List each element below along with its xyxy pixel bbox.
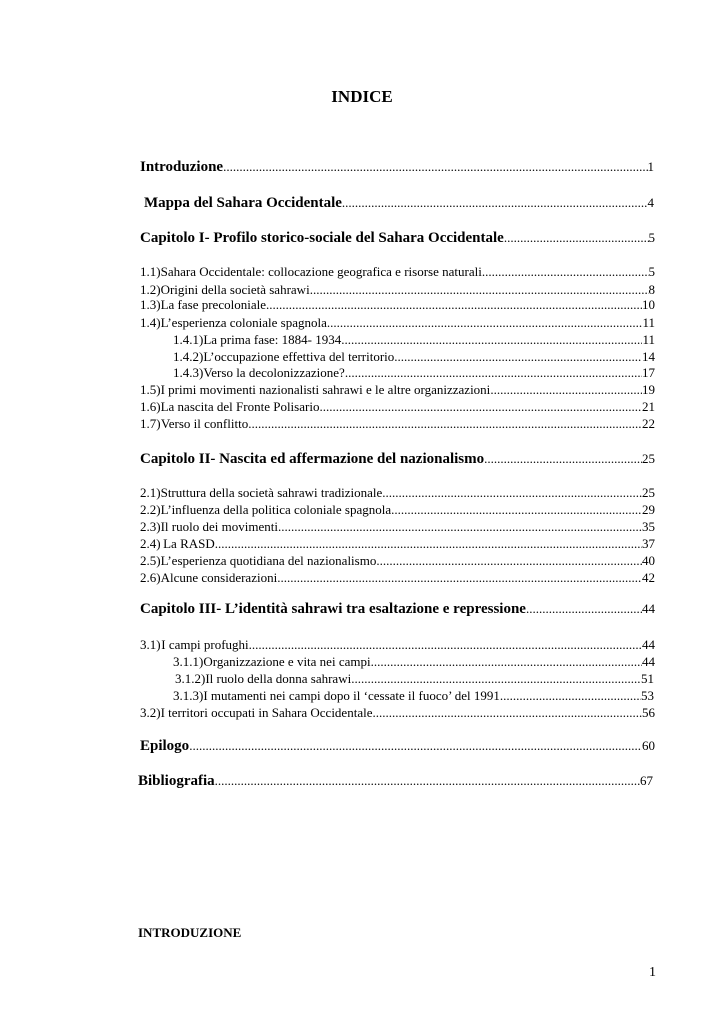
- toc-entry-number: 2.5): [140, 553, 161, 568]
- toc-entry-number: 2.6): [140, 570, 161, 585]
- toc-entry-text: Il ruolo dei movimenti: [160, 519, 278, 534]
- toc-leader-dots: [482, 264, 649, 280]
- toc-leader-dots: [248, 416, 642, 432]
- toc-entry-number: 1.5): [140, 382, 161, 397]
- toc-entry-number: 2.2): [140, 502, 161, 517]
- toc-entry-1-4-2[interactable]: [173, 349, 655, 365]
- toc-entry-page: 56: [642, 705, 655, 720]
- toc-entry-page: 11: [642, 315, 655, 330]
- toc-leader-dots: [266, 297, 642, 313]
- toc-entry-capitolo-3[interactable]: [140, 601, 655, 618]
- toc-entry-page: 5: [648, 230, 655, 245]
- toc-leader-dots: [342, 195, 648, 211]
- toc-entry-text: Organizzazione e vita nei campi: [203, 654, 371, 669]
- toc-leader-dots: [319, 399, 642, 415]
- toc-entry-page: 4: [647, 195, 654, 210]
- toc-entry-text: La prima fase: 1884- 1934: [203, 332, 342, 347]
- toc-entry-1-2[interactable]: [140, 282, 655, 298]
- toc-entry-2-6[interactable]: [140, 570, 655, 586]
- toc-entry-number: 1.6): [140, 399, 161, 414]
- toc-entry-1-5[interactable]: [140, 382, 655, 398]
- toc-leader-dots: [371, 654, 642, 670]
- toc-entry-text: Capitolo I- Profilo storico-sociale del Sahara Occidentale: [140, 230, 504, 246]
- toc-entry-text: La RASD: [163, 536, 215, 551]
- toc-entry-1-3[interactable]: [140, 297, 655, 313]
- toc-entry-text: I campi profughi: [161, 637, 249, 652]
- toc-entry-text: Origini della società sahrawi: [160, 282, 310, 297]
- toc-entry-text: La nascita del Fronte Polisario: [160, 399, 320, 414]
- toc-entry-text: L’esperienza coloniale spagnola: [160, 315, 327, 330]
- toc-entry-text: Epilogo: [140, 738, 190, 754]
- toc-entry-number: 3.2): [140, 705, 161, 720]
- toc-leader-dots: [215, 773, 640, 789]
- toc-entry-3-1[interactable]: [140, 637, 655, 653]
- toc-entry-page: 44: [642, 654, 655, 669]
- toc-entry-page: 40: [642, 553, 655, 568]
- toc-entry-1-4[interactable]: [140, 315, 655, 331]
- toc-entry-page: 17: [642, 365, 655, 380]
- toc-entry-number: 1.4): [140, 315, 161, 330]
- toc-entry-page: 8: [648, 282, 655, 297]
- toc-entry-2-5[interactable]: [140, 553, 655, 569]
- toc-entry-number: 1.4.1): [173, 332, 204, 347]
- toc-entry-number: 3.1): [140, 637, 161, 652]
- toc-entry-page: 67: [640, 773, 653, 788]
- toc-entry-text: L’occupazione effettiva del territorio: [203, 349, 395, 364]
- toc-entry-number: 2.1): [140, 485, 161, 500]
- toc-entry-2-1[interactable]: [140, 485, 655, 501]
- toc-entry-text: Verso il conflitto: [160, 416, 249, 431]
- toc-entry-capitolo-1[interactable]: [140, 230, 655, 247]
- toc-entry-3-1-2[interactable]: [175, 671, 654, 687]
- toc-entry-page: 22: [642, 416, 655, 431]
- toc-leader-dots: [372, 705, 642, 721]
- toc-entry-text: La fase precoloniale: [160, 297, 266, 312]
- toc-leader-dots: [215, 536, 642, 552]
- toc-leader-dots: [504, 230, 649, 246]
- toc-leader-dots: [345, 365, 642, 381]
- toc-leader-dots: [490, 382, 642, 398]
- toc-leader-dots: [376, 553, 642, 569]
- toc-entry-3-1-3[interactable]: [173, 688, 654, 704]
- toc-entry-page: 53: [641, 688, 654, 703]
- toc-entry-page: 60: [642, 738, 655, 753]
- toc-entry-text: Capitolo III- L’identità sahrawi tra esaltazione e repressione: [140, 601, 526, 617]
- toc-entry-text: L’influenza della politica coloniale spagnola: [160, 502, 392, 517]
- toc-entry-mappa[interactable]: [144, 195, 654, 212]
- toc-leader-dots: [382, 485, 642, 501]
- toc-leader-dots: [327, 315, 643, 331]
- toc-entry-text: Mappa del Sahara Occidentale: [144, 195, 342, 211]
- toc-entry-text: Bibliografia: [138, 773, 215, 789]
- page-title: INDICE: [331, 87, 393, 106]
- toc-leader-dots: [189, 738, 642, 754]
- toc-leader-dots: [249, 637, 642, 653]
- toc-entry-1-6[interactable]: [140, 399, 655, 415]
- page-number: 1: [649, 965, 656, 980]
- toc-entry-page: 19: [642, 382, 655, 397]
- toc-entry-page: 10: [642, 297, 655, 312]
- toc-entry-page: 29: [642, 502, 655, 517]
- toc-entry-1-7[interactable]: [140, 416, 655, 432]
- toc-entry-page: 35: [642, 519, 655, 534]
- toc-entry-page: 1: [647, 159, 654, 174]
- toc-entry-number: 3.1.3): [173, 688, 204, 703]
- toc-entry-page: 44: [642, 637, 655, 652]
- toc-entry-1-1[interactable]: [140, 264, 655, 280]
- toc-leader-dots: [391, 502, 642, 518]
- toc-entry-number: 1.3): [140, 297, 161, 312]
- toc-entry-page: 11: [642, 332, 655, 347]
- toc-entry-number: 2.3): [140, 519, 161, 534]
- toc-entry-page: 37: [642, 536, 655, 551]
- toc-entry-page: 25: [642, 451, 655, 466]
- toc-leader-dots: [484, 451, 642, 467]
- toc-leader-dots: [526, 601, 642, 617]
- toc-entry-2-2[interactable]: [140, 502, 655, 518]
- toc-entry-page: 25: [642, 485, 655, 500]
- toc-entry-1-4-1[interactable]: [173, 332, 655, 348]
- toc-entry-text: Struttura della società sahrawi tradizionale: [160, 485, 383, 500]
- toc-entry-epilogo[interactable]: [140, 738, 655, 755]
- toc-entry-page: 21: [642, 399, 655, 414]
- toc-entry-1-4-3[interactable]: [173, 365, 655, 381]
- toc-entry-text: I mutamenti nei campi dopo il ‘cessate il fuoco’ del 1991: [203, 688, 500, 703]
- toc-entry-text: Introduzione: [140, 159, 224, 175]
- toc-leader-dots: [277, 570, 642, 586]
- toc-entry-2-4[interactable]: [140, 536, 655, 552]
- toc-leader-dots: [310, 282, 649, 298]
- toc-entry-number: 3.1.2): [175, 671, 206, 686]
- toc-entry-text: Il ruolo della donna sahrawi: [205, 671, 352, 686]
- toc-leader-dots: [394, 349, 642, 365]
- toc-entry-text: I territori occupati in Sahara Occidentale: [160, 705, 373, 720]
- toc-entry-number: 3.1.1): [173, 654, 204, 669]
- toc-entry-text: Capitolo II- Nascita ed affermazione del nazionalismo: [140, 451, 485, 467]
- toc-entry-number: 2.4): [140, 536, 161, 551]
- toc-entry-text: Sahara Occidentale: collocazione geografica e risorse naturali: [160, 264, 482, 279]
- toc-entry-page: 44: [642, 601, 655, 616]
- toc-entry-text: L’esperienza quotidiana del nazionalismo: [160, 553, 377, 568]
- toc-entry-3-1-1[interactable]: [173, 654, 655, 670]
- toc-leader-dots: [223, 159, 647, 175]
- toc-entry-capitolo-2[interactable]: [140, 451, 655, 468]
- toc-entry-number: 1.4.3): [173, 365, 204, 380]
- toc-entry-page: 5: [648, 264, 655, 279]
- toc-entry-3-2[interactable]: [140, 705, 655, 721]
- toc-entry-page: 51: [641, 671, 654, 686]
- toc-entry-introduzione[interactable]: [140, 159, 654, 176]
- toc-entry-page: 14: [642, 349, 655, 364]
- toc-leader-dots: [500, 688, 641, 704]
- toc-leader-dots: [351, 671, 641, 687]
- toc-entry-2-3[interactable]: [140, 519, 655, 535]
- toc-entry-page: 42: [642, 570, 655, 585]
- toc-entry-text: Alcune considerazioni: [160, 570, 278, 585]
- section-heading-introduzione: INTRODUZIONE: [138, 925, 242, 940]
- toc-entry-number: 1.7): [140, 416, 161, 431]
- toc-leader-dots: [341, 332, 642, 348]
- toc-leader-dots: [278, 519, 642, 535]
- toc-entry-text: I primi movimenti nazionalisti sahrawi e le altre organizzazioni: [160, 382, 491, 397]
- toc-entry-number: 1.2): [140, 282, 161, 297]
- toc-entry-number: 1.1): [140, 264, 161, 279]
- toc-entry-text: Verso la decolonizzazione?: [203, 365, 345, 380]
- toc-entry-number: 1.4.2): [173, 349, 204, 364]
- toc-entry-bibliografia[interactable]: [138, 773, 653, 790]
